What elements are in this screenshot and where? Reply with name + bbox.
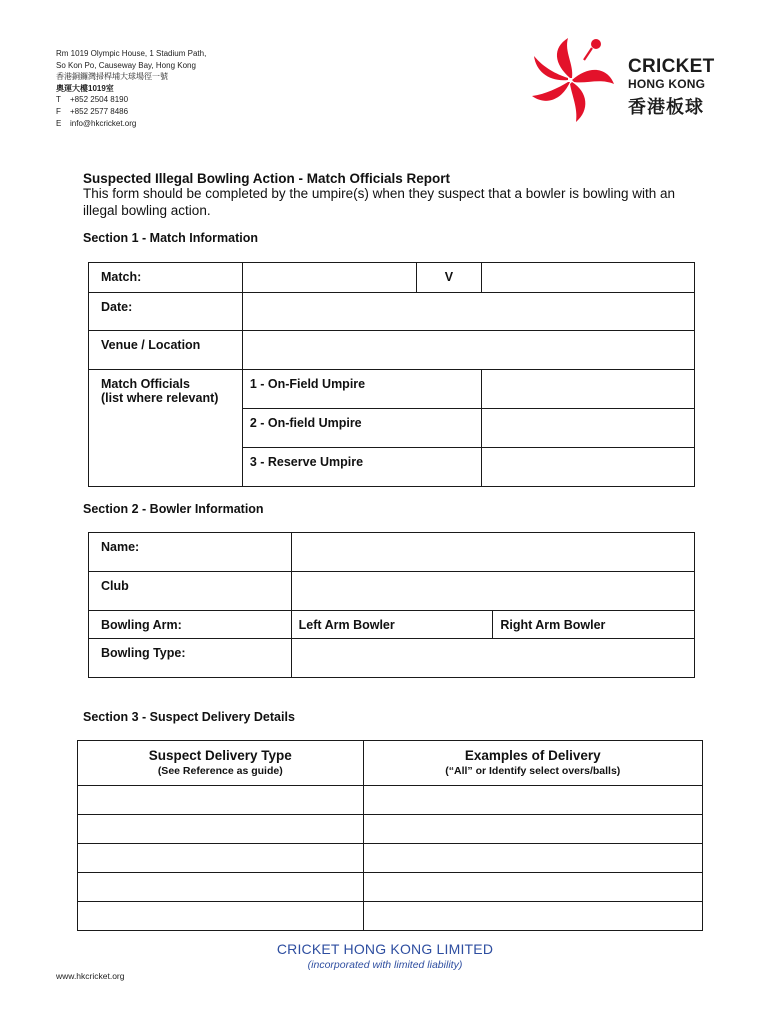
club-label-cell [89,572,292,611]
delivery-examples-subtitle: (“All” or Identify select overs/balls) [445,765,621,777]
bowling-arm-label: Bowling Arm: [101,618,182,632]
delivery-examples-field[interactable] [363,902,702,931]
section-2-heading: Section 2 - Bowler Information [83,502,264,516]
delivery-type-field[interactable] [78,873,364,902]
delivery-examples-header [363,741,702,786]
date-label-cell [89,293,243,331]
umpire-2-field[interactable] [482,409,695,448]
table-row [78,902,703,931]
club-label: Club [101,579,129,593]
umpire-1-field[interactable] [482,370,695,409]
umpire-3-field[interactable] [482,448,695,487]
table-row [78,815,703,844]
contact-email-label: E [56,118,62,128]
club-field[interactable] [291,572,694,611]
delivery-type-field[interactable] [78,902,364,931]
logo-text-cricket: CRICKET [628,56,715,77]
cricket-hong-kong-logo [524,34,724,130]
contact-phone-value: +852 2504 8190 [70,95,129,105]
logo-text-chinese: 香港板球 [628,97,704,117]
versus-label: V [444,270,454,284]
contact-fax [56,106,206,118]
address-line-2: So Kon Po, Causeway Bay, Hong Kong [56,60,196,70]
delivery-examples-field[interactable] [363,844,702,873]
right-arm-option[interactable] [493,611,695,639]
footer-company-name: CRICKET HONG KONG LIMITED [276,941,494,957]
delivery-type-field[interactable] [78,786,364,815]
umpire-3-label: 3 - Reserve Umpire [249,455,364,469]
name-label: Name: [101,540,140,554]
versus-cell [416,263,482,293]
delivery-type-field[interactable] [78,815,364,844]
delivery-type-title: Suspect Delivery Type [148,748,292,763]
delivery-examples-title: Examples of Delivery [464,748,601,763]
delivery-examples-field[interactable] [363,786,702,815]
venue-field[interactable] [242,331,694,370]
right-arm-label: Right Arm Bowler [500,618,606,632]
bauhinia-flower-icon [524,34,624,130]
address-line-1: Rm 1019 Olympic House, 1 Stadium Path, [56,49,207,58]
left-arm-option[interactable] [291,611,493,639]
umpire-2-label: 2 - On-field Umpire [249,416,362,430]
arm-label-cell [89,611,292,639]
delivery-examples-field[interactable] [363,815,702,844]
bowler-name-field[interactable] [291,533,694,572]
officials-label-cell [89,370,243,487]
venue-label-cell [89,331,243,370]
address-line-4: 奧運大樓1019室 [56,83,114,93]
contact-email [56,118,206,130]
delivery-type-field[interactable] [78,844,364,873]
umpire-1-label: 1 - On-Field Umpire [249,377,366,391]
umpire-2-label-cell [242,409,482,448]
name-label-cell [89,533,292,572]
venue-label: Venue / Location [101,338,201,352]
address-block [56,48,206,129]
date-field[interactable] [242,293,694,331]
logo-text-hong-kong: HONG KONG [628,77,706,91]
match-team-a-field[interactable] [242,263,416,293]
delivery-type-header [78,741,364,786]
match-label: Match: [101,270,142,284]
bowling-type-field[interactable] [291,639,694,678]
bowler-information-table [88,532,695,678]
officials-label: Match Officials [101,377,190,391]
umpire-1-label-cell [242,370,482,409]
contact-email-value: info@hkcricket.org [70,118,137,128]
address-line-3: 香港銅鑼灣掃桿埔大球場徑一號 [56,72,168,82]
contact-fax-label: F [56,106,61,116]
report-title: Suspected Illegal Bowling Action - Match Officials Report [83,171,451,186]
footer-company-subtitle: (incorporated with limited liability) [307,959,463,971]
delivery-examples-field[interactable] [363,873,702,902]
table-row [78,844,703,873]
section-1-heading: Section 1 - Match Information [83,231,259,245]
suspect-delivery-table [77,740,703,931]
officials-sublabel: (list where relevant) [101,391,219,405]
type-label-cell [89,639,292,678]
delivery-type-subtitle: (See Reference as guide) [157,765,283,777]
bowling-type-label: Bowling Type: [101,646,186,660]
contact-phone-label: T [56,95,61,105]
contact-fax-value: +852 2577 8486 [70,106,129,116]
table-row [78,873,703,902]
report-intro: This form should be completed by the umpire(s) when they suspect that a bowler is bowling with an illegal bowling action. [83,186,676,218]
match-team-b-field[interactable] [482,263,695,293]
left-arm-label: Left Arm Bowler [298,618,395,632]
date-label: Date: [101,300,133,314]
match-label-cell [89,263,243,293]
table-row [78,786,703,815]
section-3-heading: Section 3 - Suspect Delivery Details [83,710,295,724]
website-link[interactable]: www.hkcricket.org [56,971,125,981]
match-information-table [88,262,695,487]
umpire-3-label-cell [242,448,482,487]
officials-label-wrap [89,370,242,405]
contact-phone [56,94,206,106]
